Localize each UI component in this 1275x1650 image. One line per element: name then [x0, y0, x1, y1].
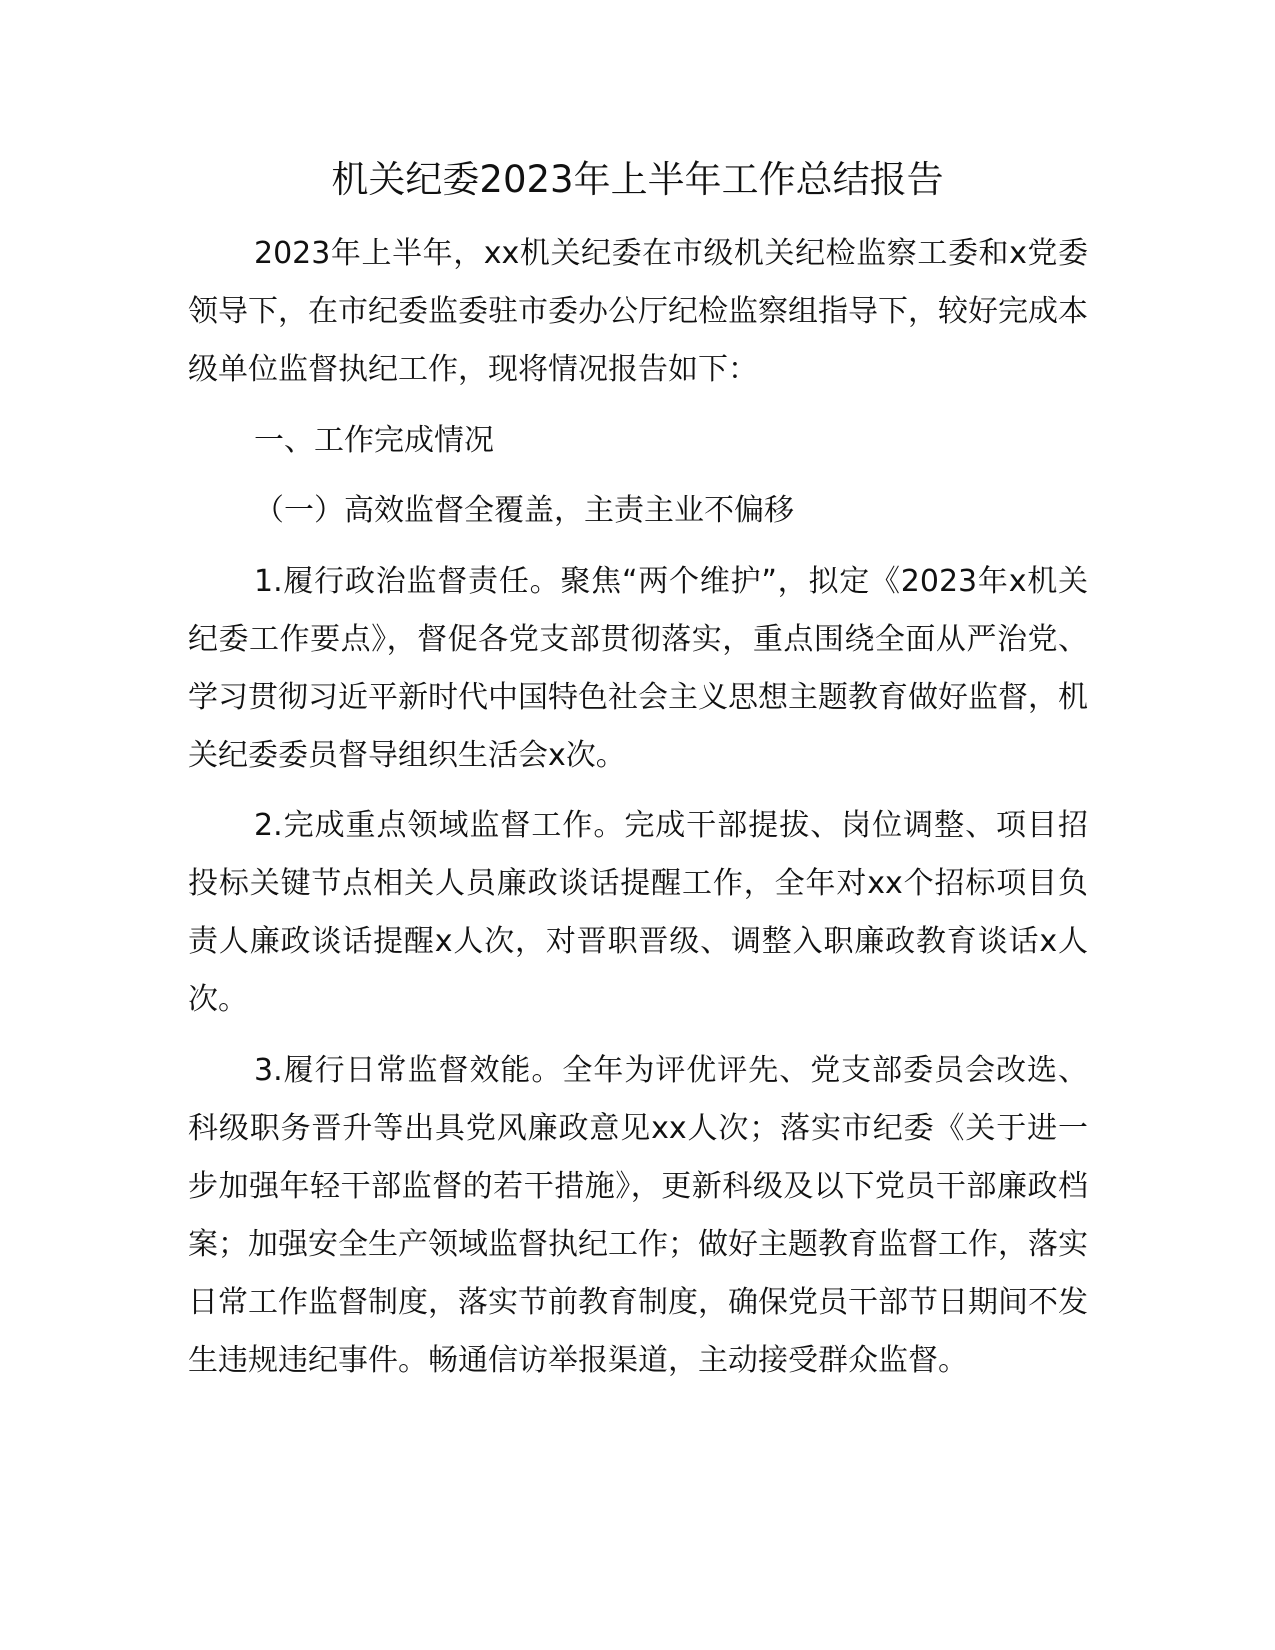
intro-paragraph: 2023年上半年，xx机关纪委在市级机关纪检监察工委和x党委领导下，在市纪委监委驻市委办公厅纪检监察组指导下，较好完成本级单位监督执纪工作，现将情况报告如下：	[188, 236, 1088, 387]
item-paragraph-3: 3.履行日常监督效能。全年为评优评先、党支部委员会改选、科级职务晋升等出具党风廉政意见xx人次；落实市纪委《关于进一步加强年轻干部监督的若干措施》，更新科级及以下党员干部廉政档案；加强安全生产领域监督执纪工作；做好主题教育监督工作，落实日常工作监督制度，落实节前教育制度，确保党员干部节日期间不发生违规违纪事件。畅通信访举报渠道，主动接受群众监督。	[188, 1053, 1088, 1378]
item-paragraph-1: 1.履行政治监督责任。聚焦“两个维护”，拟定《2023年x机关纪委工作要点》，督促各党支部贯彻落实，重点围绕全面从严治党、学习贯彻习近平新时代中国特色社会主义思想主题教育做好监督，机关纪委委员督导组织生活会x次。	[188, 564, 1088, 773]
item-paragraph-2: 2.完成重点领域监督工作。完成干部提拔、岗位调整、项目招投标关键节点相关人员廉政谈话提醒工作，全年对xx个招标项目负责人廉政谈话提醒x人次，对晋职晋级、调整入职廉政教育谈话x人次。	[188, 808, 1088, 1017]
section-heading: 一、工作完成情况	[254, 423, 494, 458]
document-title: 机关纪委2023年上半年工作总结报告	[331, 158, 944, 201]
subsection-heading: （一）高效监督全覆盖，主责主业不偏移	[254, 493, 794, 528]
